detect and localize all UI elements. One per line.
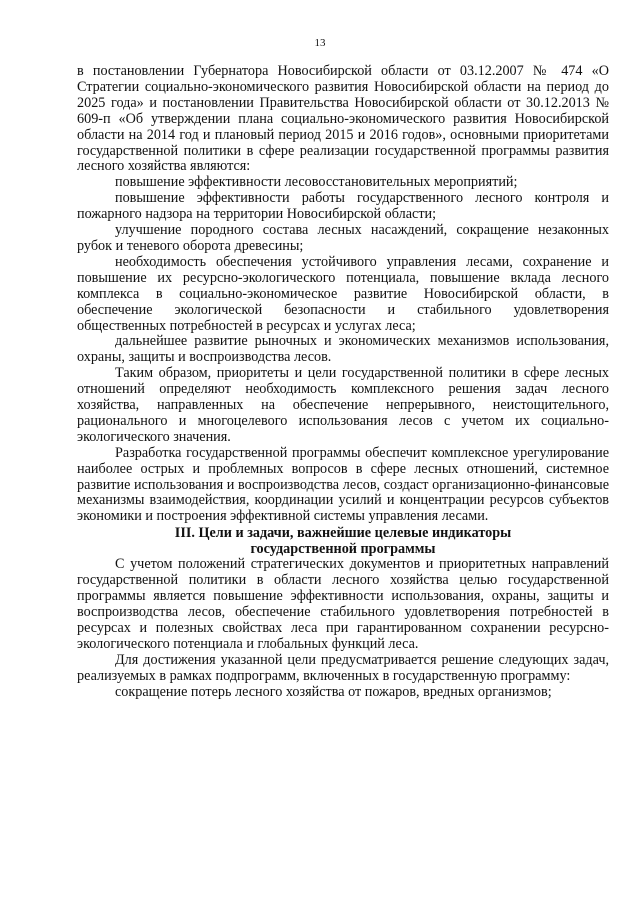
list-item: необходимость обеспечения устойчивого управления лесами, сохранение и повышение их ресурсно-экологического потенциала, повышение вклада лесного комплекса в социально-экономическое развитие Новосибирской области, в обеспечение экологической безопасности и стабильного удовлетворения общественных потребностей в ресурсах и услугах леса; (77, 253, 609, 334)
paragraph-priorities-intro: в постановлении Губернатора Новосибирской области от 03.12.2007 № 474 «О Стратегии социально-экономического развития Новосибирской области на период до 2025 года» и постановлении Правительства Новосибирской области от 30.12.2013 № 609-п «Об утверждении плана социально-экономического развития Новосибирской области на 2014 год и плановый период 2015 и 2016 годов», основными приоритетами государственной политики в сфере реализации государственной программы развития лесного хозяйства являются: (77, 63, 609, 175)
section-heading-line: государственной программы (250, 541, 436, 558)
paragraph: Для достижения указанной цели предусматривается решение следующих задач, реализуемых в рамках подпрограмм, включенных в государственную программу: (77, 651, 609, 684)
document-body (77, 64, 609, 700)
paragraph: С учетом положений стратегических документов и приоритетных направлений государственной политики в области лесного хозяйства целью государственной программы является повышение эффективности использования, охраны, защиты и воспроизводства лесов, обеспечение стабильного удовлетворения потребностей в ресурсах и полезных свойствах леса при гарантированном сохранении ресурсно-экологического потенциала и глобальных функций леса. (77, 556, 609, 652)
list-item: дальнейшее развитие рыночных и экономических механизмов использования, охраны, защиты и воспроизводства лесов. (77, 333, 609, 366)
page-number: 13 (314, 37, 326, 49)
list-item: повышение эффективности лесовосстановительных мероприятий; (115, 174, 518, 191)
paragraph: Разработка государственной программы обеспечит комплексное урегулирование наиболее острых и проблемных вопросов в сфере лесных отношений, системное развитие использования и воспроизводства лесов, создаст организационно-финансовые механизмы взаимодействия, координации усилий и концентрации ресурсов субъектов экономики и построения эффективной системы управления лесами. (77, 444, 609, 525)
section-heading-line: III. Цели и задачи, важнейшие целевые индикаторы (174, 525, 512, 542)
section-heading (77, 525, 609, 557)
list-item: улучшение породного состава лесных насаждений, сокращение незаконных рубок и теневого оборота древесины; (77, 222, 609, 254)
list-item: повышение эффективности работы государственного лесного контроля и пожарного надзора на территории Новосибирской области; (77, 190, 609, 223)
list-item: сокращение потерь лесного хозяйства от пожаров, вредных организмов; (115, 683, 552, 700)
paragraph: Таким образом, приоритеты и цели государственной политики в сфере лесных отношений определяют необходимость комплексного решения задач лесного хозяйства, направленных на обеспечение непрерывного, неистощительного, рационального и многоцелевого использования лесов с учетом их социально-экологического значения. (77, 365, 609, 445)
